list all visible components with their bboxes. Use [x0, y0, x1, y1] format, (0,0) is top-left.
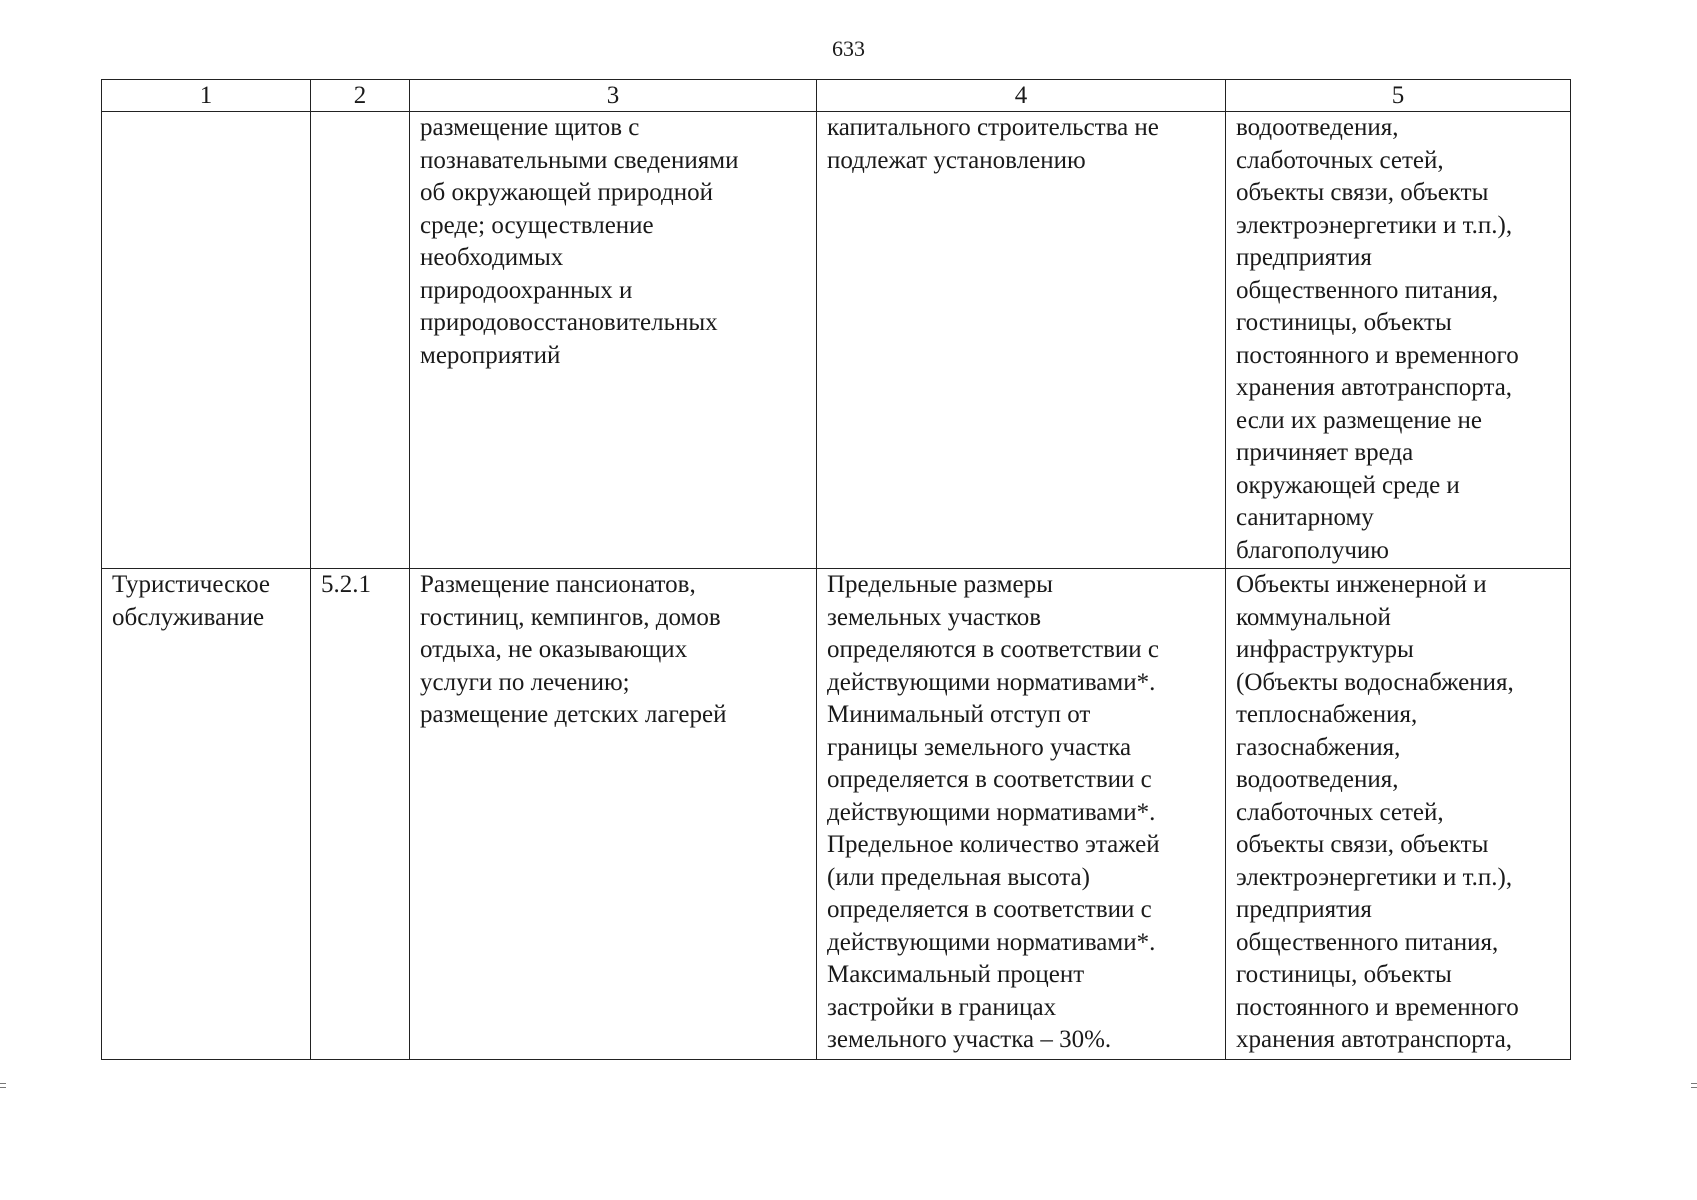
column-header-1: 1: [102, 80, 311, 112]
scan-edge-mark-left: [0, 1083, 6, 1084]
cell-use-description: [410, 112, 817, 569]
scan-edge-mark-right: [1691, 1087, 1697, 1088]
column-header-3: 3: [410, 80, 817, 112]
use-description-text: Размещение пансионатов, гостиниц, кемпингов, домов отдыха, не оказывающих услуги по лечению; размещение детских лагерей: [420, 571, 727, 728]
cell-use-code: [311, 112, 410, 569]
regulations-table: [101, 79, 1571, 1060]
cell-use-code: [311, 569, 410, 1060]
table-row: [102, 112, 1571, 569]
scan-edge-mark-right: [1691, 1083, 1697, 1084]
parameters-text: капитального строительства не подлежат установлению: [827, 114, 1159, 174]
cell-parameters: [817, 112, 1226, 569]
auxiliary-uses-text: водоотведения, слаботочных сетей, объекты связи, объекты электроэнергетики и т.п.), предприятия общественного питания, гостиницы, объекты постоянного и временного хранения автотранспорта, если их размещение не причиняет вреда окружающей среде и санитарному благополучию: [1236, 114, 1519, 564]
page-number: 633: [832, 36, 865, 61]
table-body: [102, 112, 1571, 1060]
header-row: [102, 80, 1571, 112]
column-header-5: 5: [1226, 80, 1571, 112]
column-header-2: 2: [311, 80, 410, 112]
cell-use-name: [102, 569, 311, 1060]
use-name-text: Туристическое обслуживание: [112, 571, 270, 631]
cell-use-name: [102, 112, 311, 569]
table-row: [102, 569, 1571, 1060]
table-header: [102, 80, 1571, 112]
scan-edge-mark-left: [0, 1087, 6, 1088]
use-description-text: размещение щитов с познавательными сведениями об окружающей природной среде; осуществление необходимых природоохранных и природовосстановительных мероприятий: [420, 114, 739, 369]
parameters-text: Предельные размеры земельных участков определяются в соответствии с действующими нормативами*. Минимальный отступ от границы земельного участка определяется в соответствии с действующими нормативами*. Предельное количество этажей (или предельная высота) определяется в соответствии с действующими нормативами*. Максимальный процент застройки в границах земельного участка – 30%.: [827, 571, 1160, 1053]
use-code-text: 5.2.1: [321, 571, 371, 598]
auxiliary-uses-text: Объекты инженерной и коммунальной инфраструктуры (Объекты водоснабжения, теплоснабжения, газоснабжения, водоотведения, слаботочных сетей, объекты связи, объекты электроэнергетики и т.п.), предприятия общественного питания, гостиницы, объекты постоянного и временного хранения автотранспорта,: [1236, 571, 1519, 1053]
column-header-4: 4: [817, 80, 1226, 112]
cell-auxiliary-uses: [1226, 112, 1571, 569]
cell-auxiliary-uses: [1226, 569, 1571, 1060]
cell-use-description: [410, 569, 817, 1060]
cell-parameters: [817, 569, 1226, 1060]
